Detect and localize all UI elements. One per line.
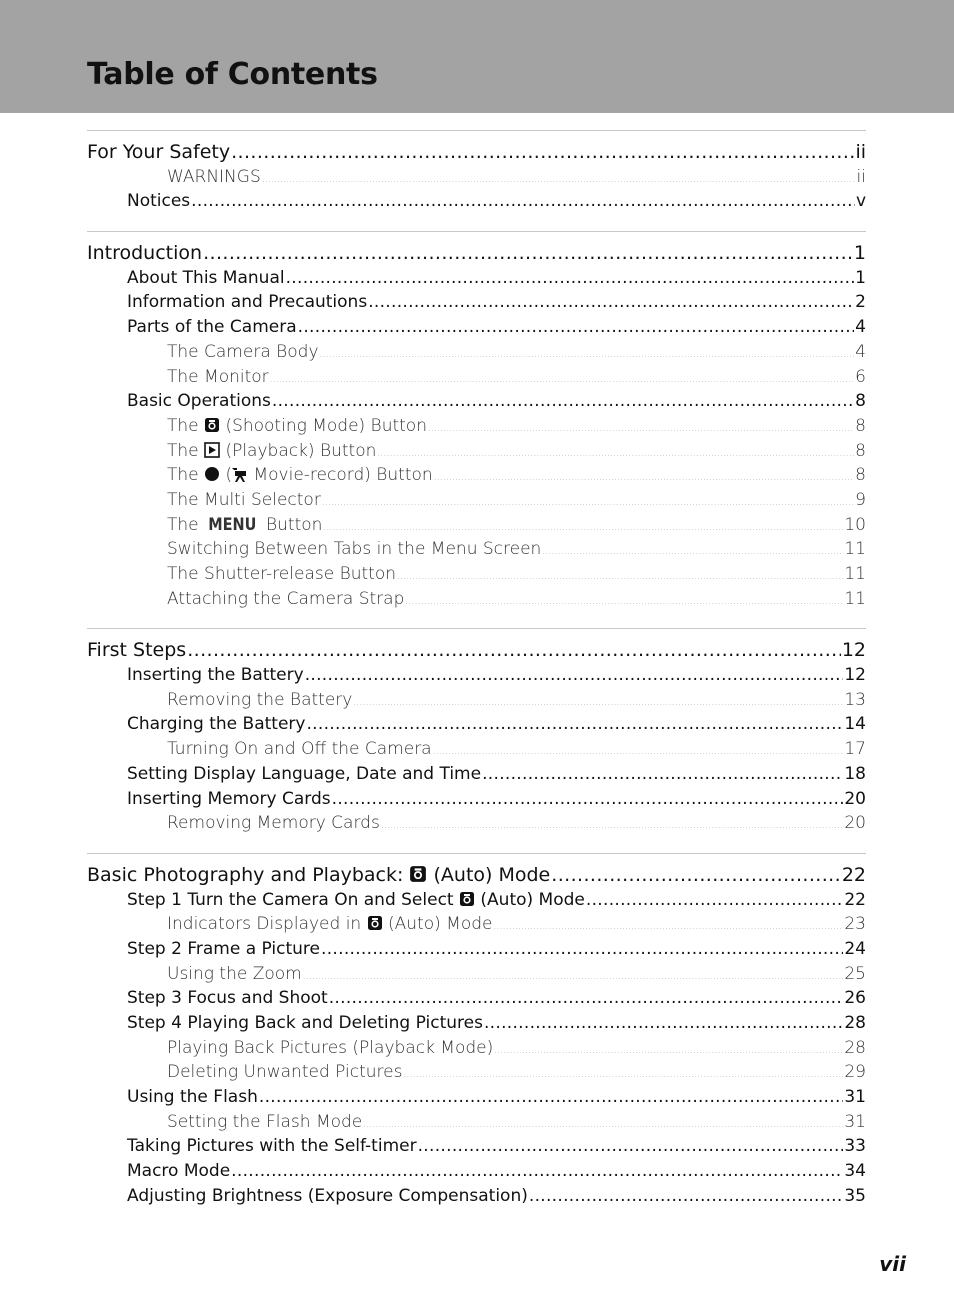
dot-leader [272,389,854,414]
dot-leader [321,937,843,962]
toc-entry-page: 22 [841,863,866,886]
toc-entry-label: Parts of the Camera [127,317,297,338]
toc-entry-label: Step 2 Frame a Picture [127,938,320,959]
toc-entry-page: 1 [853,242,866,265]
dot-leader [332,787,844,812]
camera-icon [459,890,475,915]
toc-entry-page: 20 [844,788,866,809]
toc-entry[interactable] [87,1110,866,1135]
camera-icon [367,914,383,939]
toc-entry-page: 33 [844,1136,866,1157]
dot-leader [381,814,844,839]
dot-leader [377,442,854,467]
toc-entry-page: 4 [855,341,866,362]
dot-leader [203,241,853,266]
toc-entry-label: Step 4 Playing Back and Deleting Pictures [127,1013,483,1033]
record-dot-icon [204,465,220,490]
camera-icon [409,865,427,890]
toc-label-text: Button [266,514,323,535]
toc-entry-page: ii [855,141,866,163]
toc-entry-page: 34 [844,1161,866,1182]
toc-label-text: Indicators Displayed in [167,914,362,935]
toc-entry-page: 35 [844,1185,866,1206]
toc-entry-page: 17 [844,739,866,760]
dot-leader [529,1184,844,1209]
toc-entry[interactable] [87,737,866,762]
toc-entry[interactable] [87,587,866,612]
toc-section [87,628,866,853]
toc-entry[interactable] [87,663,866,688]
toc-entry-page: 10 [844,514,866,535]
toc-label-text: (Shooting Mode) Button [225,415,427,436]
toc-entry-page: 14 [844,714,866,735]
toc-entry-label: The Monitor [167,366,269,387]
dot-leader [187,638,841,663]
toc-entry-label: Notices [127,191,191,212]
toc-entry[interactable] [87,811,866,836]
dot-leader [259,1085,844,1110]
toc-entry-label: Setting Display Language, Date and Time [127,763,482,784]
toc-entry-label: Setting the Flash Mode [167,1111,363,1132]
toc-entry-label: Charging the Battery [127,714,306,735]
toc-entry[interactable] [87,1085,866,1110]
toc-entry[interactable] [87,140,866,165]
page-number: vii [879,1252,906,1276]
toc-entry[interactable] [87,537,866,562]
toc-entry-label: Removing Memory Cards [167,813,380,834]
toc-label-text: Movie-record) Button [248,465,433,486]
toc-entry-label: Adjusting Brightness (Exposure Compensation) [127,1185,528,1206]
toc-entry[interactable] [87,787,866,812]
toc-entry-page: 9 [855,489,866,510]
toc-entry-label [167,439,376,466]
toc-entry-page: 12 [841,639,866,662]
dot-leader [551,863,841,888]
toc-label-text: (Auto) Mode [480,889,585,910]
toc-entry-page: 28 [844,1013,866,1033]
toc-entry[interactable] [87,189,866,214]
toc-label-text: The [167,514,199,535]
dot-leader [434,466,854,491]
toc-entry[interactable] [87,365,866,390]
dot-leader [305,663,844,688]
toc-entry[interactable] [87,937,866,962]
toc-entry-label: Deleting Unwanted Pictures [167,1062,403,1083]
toc-entry[interactable] [87,638,866,663]
page-title: Table of Contents [87,57,378,92]
toc-entry-label: The Shutter-release Button [167,564,396,584]
toc-entry-label: About This Manual [127,267,285,288]
toc-entry-page: 31 [844,1111,866,1132]
toc-entry[interactable] [87,1184,866,1209]
toc-entry-label: First Steps [87,639,187,662]
dot-leader [494,1039,843,1064]
toc-entry-page: 6 [855,366,866,387]
toc-entry-label: Switching Between Tabs in the Menu Screen [167,539,542,560]
toc-entry-page: 31 [844,1087,866,1108]
toc-entry[interactable] [87,1011,866,1036]
toc-label-text: (Playback) Button [225,440,377,461]
toc-entry[interactable] [87,712,866,737]
toc-entry[interactable] [87,463,866,488]
toc-entry[interactable] [87,241,866,266]
toc-section [87,853,866,1226]
toc-entry-label: Basic Operations [127,391,271,412]
toc-entry[interactable] [87,414,866,439]
dot-leader [542,540,843,565]
toc-entry-page: 2 [855,292,866,313]
toc-entry-label: Removing the Battery [167,689,353,710]
toc-entry-page: 18 [844,763,866,784]
toc-entry-label: Macro Mode [127,1161,231,1182]
toc-entry-page: 23 [844,914,866,935]
toc-entry-label: Taking Pictures with the Self-timer [127,1136,417,1157]
menu-icon: MENU [208,514,257,535]
toc-label-text: The [167,440,199,461]
toc-entry[interactable] [87,562,866,587]
toc-entry-label [167,912,492,939]
toc-entry-label: The Multi Selector [167,489,321,510]
toc-label-text: Step 1 Turn the Camera On and Select [127,889,454,910]
toc-entry-label: Using the Zoom [167,963,302,984]
toc-entry[interactable] [87,986,866,1011]
dot-leader [397,565,843,590]
toc-entry-page: 22 [844,889,866,910]
toc-entry[interactable] [87,688,866,713]
dot-leader [320,343,855,368]
playback-icon [204,441,220,466]
toc-entry-label [167,463,433,490]
toc-entry-label [87,863,550,890]
toc-entry-page: 29 [844,1062,866,1083]
toc-entry-label: The Camera Body [167,341,319,362]
toc-entry[interactable] [87,962,866,987]
toc-label-text: (Auto) Mode [388,914,493,935]
section-spacer [87,214,866,231]
toc-entry-page: 12 [844,665,866,686]
toc-entry[interactable] [87,1036,866,1061]
dot-leader [405,590,843,615]
toc-entry[interactable] [87,1060,866,1085]
toc-entry-page: 8 [855,391,866,412]
toc-entry-label: Introduction [87,242,203,265]
toc-entry-label: Attaching the Camera Strap [167,588,405,609]
dot-leader [482,762,843,787]
toc-entry-page: 28 [844,1037,866,1058]
toc-entry-page: 8 [855,415,866,436]
toc-entry-page: 20 [844,813,866,834]
toc-entry-page: 4 [855,317,866,338]
toc-entry[interactable] [87,863,866,888]
toc-entry[interactable] [87,389,866,414]
toc-entry-label: Inserting the Battery [127,665,304,686]
dot-leader [586,888,843,913]
toc-entry-label: Turning On and Off the Camera [167,739,432,760]
dot-leader [418,1134,844,1159]
toc-entry[interactable] [87,266,866,291]
toc-entry[interactable] [87,513,866,538]
toc-entry[interactable] [87,888,866,913]
toc-entry-page: 24 [844,938,866,959]
toc-entry[interactable] [87,762,866,787]
toc-entry[interactable] [87,439,866,464]
toc-entry[interactable] [87,488,866,513]
toc-entry-label: For Your Safety [87,141,231,163]
toc-entry[interactable] [87,912,866,937]
toc-label-text: ( [225,465,233,486]
toc-entry-label: WARNINGS [167,166,261,187]
toc-entry[interactable] [87,1159,866,1184]
dot-leader [306,712,843,737]
section-spacer [87,1209,866,1226]
dot-leader [286,266,855,291]
dot-leader [191,189,855,214]
toc-label-text: (Auto) Mode [433,863,551,886]
toc-entry-label [167,414,427,441]
dot-leader [298,315,855,340]
toc-entry[interactable] [87,315,866,340]
toc-entry-page: 11 [844,539,866,560]
dot-leader [484,1011,843,1036]
toc-entry-page: 26 [844,988,866,1009]
table-of-contents [87,130,866,1226]
toc-label-text: The [167,465,199,486]
toc-section [87,231,866,628]
toc-entry-page: 8 [855,440,866,461]
toc-label-text: The [167,415,199,436]
toc-entry-page: 11 [844,564,866,584]
toc-entry-label: Step 3 Focus and Shoot [127,988,328,1009]
toc-entry[interactable] [87,340,866,365]
toc-entry[interactable] [87,1134,866,1159]
toc-entry-label: Playing Back Pictures (Playback Mode) [167,1037,494,1058]
dot-leader [231,140,854,165]
dot-leader [231,1159,843,1184]
toc-entry-label: Information and Precautions [127,292,368,313]
dot-leader [322,491,854,516]
toc-section [87,130,866,231]
toc-entry-label [127,888,585,915]
toc-entry-label: Inserting Memory Cards [127,788,331,809]
toc-entry-label [167,513,322,538]
toc-entry-page: ii [856,166,866,187]
toc-entry-page: 13 [844,689,866,710]
camera-icon [204,416,220,441]
toc-entry-label: Using the Flash [127,1087,258,1108]
dot-leader [428,417,854,442]
dot-leader [368,290,854,315]
toc-entry[interactable] [87,290,866,315]
toc-entry-page: v [855,191,866,212]
toc-label-text: Basic Photography and Playback: [87,863,404,886]
toc-entry-page: 8 [855,465,866,486]
toc-entry-page: 1 [855,267,866,288]
movie-camera-icon [232,465,248,490]
toc-entry-page: 11 [844,588,866,609]
dot-leader [329,986,844,1011]
toc-entry[interactable] [87,165,866,190]
toc-entry-page: 25 [844,963,866,984]
